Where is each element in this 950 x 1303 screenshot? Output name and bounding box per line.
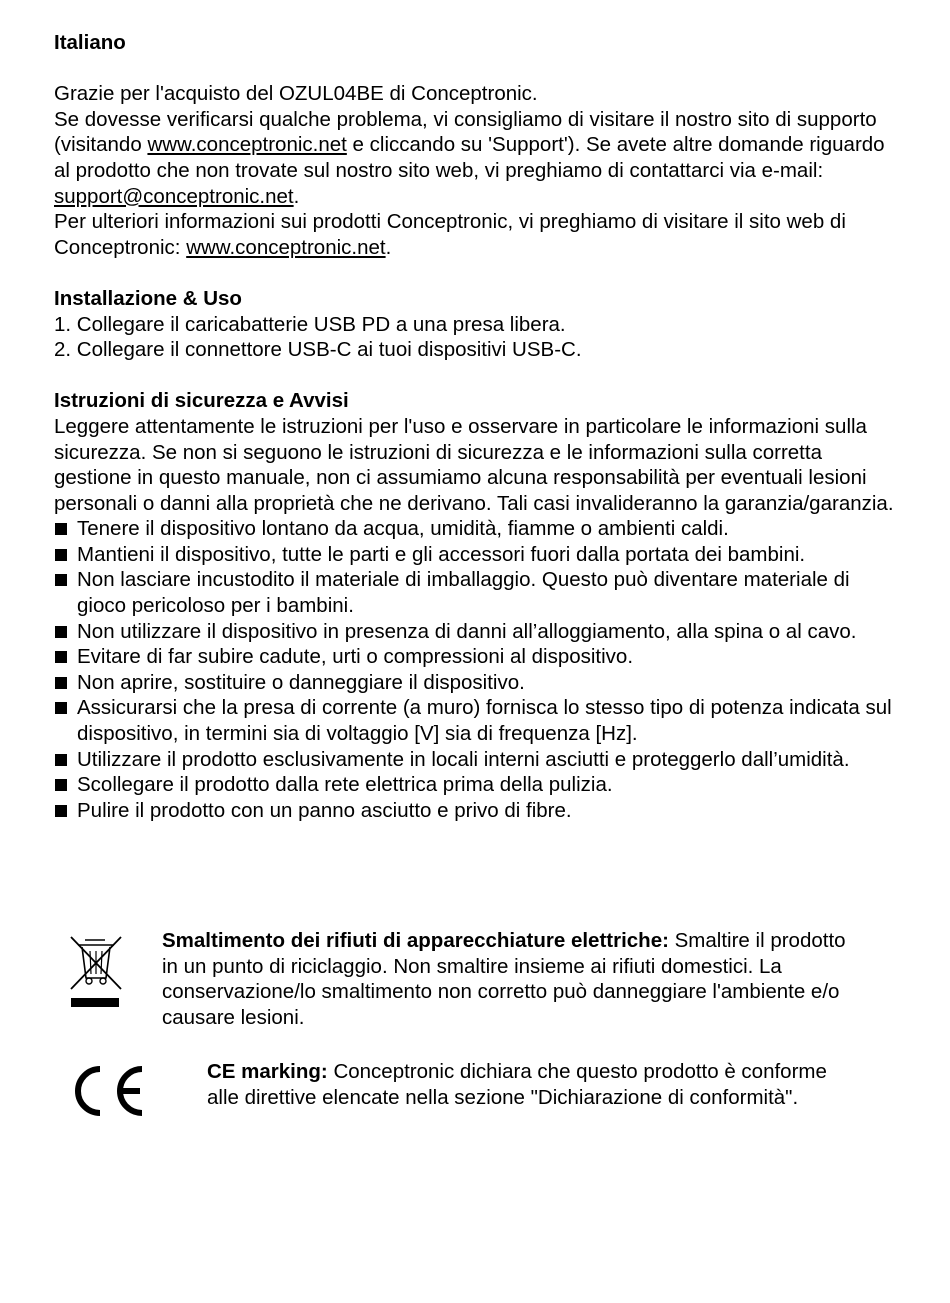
weee-text: Smaltire il prodotto in un punto di riciclaggio. Non smaltire insieme ai rifiuti domestici. La conservazione/lo smaltimento non corretto può danneggiare l'ambiente e/o causare lesioni. (162, 929, 846, 1029)
bullet-square-icon (55, 651, 67, 663)
list-item: Tenere il dispositivo lontano da acqua, umidità, fiamme o ambienti caldi. (54, 516, 904, 542)
safety-list (54, 516, 904, 823)
page-title: Italiano (54, 31, 126, 54)
ce-mark-icon (70, 1065, 146, 1117)
install-step: 1. Collegare il caricabatterie USB PD a una presa libera. (54, 312, 566, 336)
bullet-square-icon (55, 702, 67, 714)
bullet-square-icon (55, 626, 67, 638)
thanks-text: Grazie per l'acquisto del OZUL04BE di Conceptronic. (54, 82, 538, 106)
bullet-square-icon (55, 677, 67, 689)
intro-section (54, 81, 904, 260)
safety-body: Leggere attentamente le istruzioni per l'uso e osservare in particolare le informazioni sulla sicurezza. Se non si seguono le istruzioni di sicurezza e le informazioni sulla corretta gestione in questo manuale, non ci assumiamo alcuna responsabilità per eventuali lesioni personali o danni alla proprietà che ne derivano. Tali casi invalideranno la garanzia/garanzia. (54, 414, 894, 515)
install-section (54, 286, 904, 363)
safety-title: Istruzioni di sicurezza e Avvisi (54, 389, 349, 413)
bullet-square-icon (55, 779, 67, 791)
support-email-link[interactable]: support@conceptronic.net (54, 184, 294, 208)
ce-text: Conceptronic dichiara che questo prodotto è conforme alle direttive elencate nella sezione "Dichiarazione di conformità". (207, 1060, 827, 1109)
list-item: Non aprire, sostituire o danneggiare il dispositivo. (54, 670, 904, 696)
ce-paragraph (207, 1059, 857, 1110)
bullet-square-icon (55, 574, 67, 586)
list-item: Pulire il prodotto con un panno asciutto e privo di fibre. (54, 798, 904, 824)
weee-crossed-bin-icon (68, 934, 124, 1010)
list-item: Scollegare il prodotto dalla rete elettrica prima della pulizia. (54, 772, 904, 798)
list-item: Non lasciare incustodito il materiale di imballaggio. Questo può diventare materiale di gioco pericoloso per i bambini. (54, 567, 904, 618)
install-title: Installazione & Uso (54, 286, 242, 310)
website-link[interactable]: www.conceptronic.net (186, 235, 386, 259)
ce-label: CE marking: (207, 1060, 328, 1083)
bullet-square-icon (55, 549, 67, 561)
bullet-square-icon (55, 523, 67, 535)
support-paragraph: Se dovesse verificarsi qualche problema, vi consigliamo di visitare il nostro sito di supporto (visitando www.conceptronic.net e cliccando su 'Support'). Se avete altre domande riguardo al prodotto che non trovate sul nostro sito web, vi preghiamo di contattarci via e-mail: support@conceptronic.net. (54, 107, 885, 208)
safety-section (54, 388, 904, 823)
manual-page (54, 30, 904, 1109)
bullet-square-icon (55, 754, 67, 766)
list-item: Non utilizzare il dispositivo in presenza di danni all’alloggiamento, alla spina o al cavo. (54, 619, 904, 645)
bullet-square-icon (55, 805, 67, 817)
install-steps (54, 312, 904, 363)
list-item: Utilizzare il prodotto esclusivamente in locali interni asciutti e proteggerlo dall’umidità. (54, 747, 904, 773)
install-step: 2. Collegare il connettore USB-C ai tuoi dispositivi USB-C. (54, 338, 582, 362)
list-item: Assicurarsi che la presa di corrente (a muro) fornisca lo stesso tipo di potenza indicata sul dispositivo, in termini sia di voltaggio [V] sia di frequenza [Hz]. (54, 695, 904, 746)
list-item: Evitare di far subire cadute, urti o compressioni al dispositivo. (54, 644, 904, 670)
list-item: Mantieni il dispositivo, tutte le parti e gli accessori fuori dalla portata dei bambini. (54, 542, 904, 568)
support-site-link[interactable]: www.conceptronic.net (147, 133, 347, 157)
weee-paragraph (162, 928, 862, 1030)
weee-label: Smaltimento dei rifiuti di apparecchiature elettriche: (162, 929, 669, 952)
info-paragraph: Per ulteriori informazioni sui prodotti Conceptronic, vi preghiamo di visitare il sito web di Conceptronic: www.conceptronic.net. (54, 210, 846, 259)
